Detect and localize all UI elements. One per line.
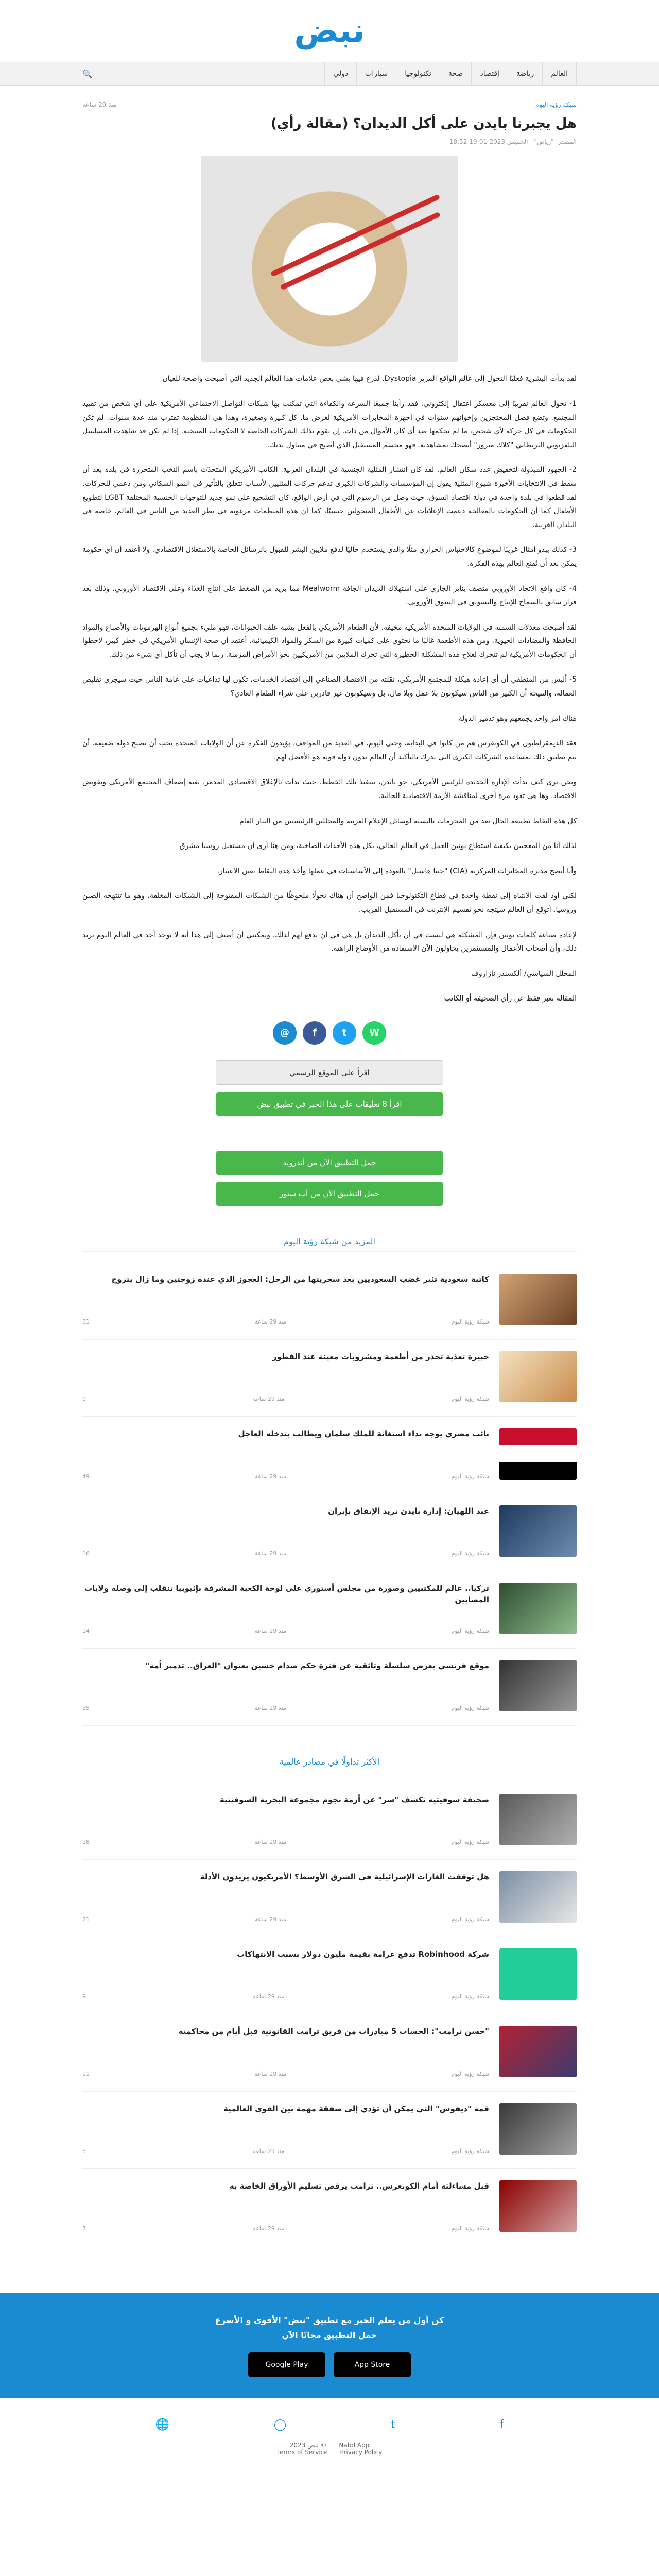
news-meta — [82, 1396, 489, 1402]
news-title[interactable]: قمة "ديفوس" التي يمكن أن تؤدي إلى صفقة مهمة بين القوى العالمية — [223, 2104, 489, 2113]
nabd-logo[interactable]: نبض — [294, 12, 365, 50]
google-play-button[interactable]: Google Play — [248, 2352, 325, 2377]
news-time: منذ 29 ساعة — [254, 2070, 286, 2077]
news-meta — [82, 2148, 489, 2155]
news-item[interactable] — [82, 2014, 577, 2092]
news-source: شبكة رؤية اليوم — [451, 1993, 489, 2000]
footer-social — [0, 2398, 659, 2442]
more-section-title: الأكثر تداولًا في مصادر عالمية — [82, 1757, 577, 1772]
facebook-icon[interactable]: f — [303, 1021, 326, 1045]
app-promo-banner — [0, 2293, 659, 2398]
news-source: شبكة رؤية اليوم — [451, 1550, 489, 1557]
news-thumbnail — [499, 1948, 577, 2000]
news-text — [82, 1583, 489, 1634]
privacy-link[interactable]: Privacy Policy — [340, 2448, 383, 2456]
main-nav — [0, 62, 659, 86]
news-title[interactable]: تركيا.. عالم للمكتبيين وصورة من مجلس أستوري على لوحة الكعبة المشرفة بإثيوبيا تنقلب إلى وصلة ولايات المصابين — [84, 1583, 489, 1605]
news-thumbnail — [499, 1583, 577, 1634]
article-paragraph: لإعادة صياغة كلمات بوتين فإن المشكلة هي ليست في أن تأكل الديدان بل هي في أن تدفع لهم لذلك، ويمكنني أن أضيف إلى هذا أنه لا يوجد أحد في العالم اليوم يريد ذلك، وأن أصحاب الأعمال والمستثمرين يحاولون الآن الاستفادة من الأوضاع الراهنة. — [82, 930, 577, 953]
news-time: منذ 29 ساعة — [254, 1838, 286, 1845]
news-item[interactable] — [82, 2169, 577, 2246]
article-paragraph: لقد أصبحت معدلات السمنة في الولايات المتحدة الأمريكية مخيفة، لأن الطعام الأمريكي بالفعل يشبه علف الحيوانات، فهو مليء بجميع أنواع الهرمونات والأصباغ والمواد الحافظة والمضادات الحيوية. ومن هذه الأطعمة غالبًا ما تحتوي على كميات كبيرة من السكر والمواد الكيميائية. أعتقد أن صحة الإنسان الأمريكي في خطر كبير، لاحظوا أن الحكومات الأمريكية لم تتحرك لعلاج هذه المشكلة الخطيرة التي تحرك الملايين من الأمريكيين نحو الأمراض المزمنة. ربما لا يجب أن نأكل أي شيء من ذلك. — [82, 623, 577, 659]
news-meta — [82, 2071, 489, 2077]
news-source: شبكة رؤية اليوم — [451, 1472, 489, 1480]
news-thumbnail — [499, 1428, 577, 1480]
news-title[interactable]: صحيفة سوفيتية تكشف "سر" عن أزمة نجوم مجموعة البحرية السوفيتية — [219, 1794, 489, 1804]
visit-site-button[interactable]: اقرأ على الموقع الرسمي — [216, 1060, 443, 1085]
news-meta — [82, 1550, 489, 1557]
news-comments: 21 — [82, 1916, 90, 1923]
search-icon[interactable]: 🔍 — [82, 69, 93, 79]
news-item[interactable] — [82, 1783, 577, 1860]
article-paragraph: لذلك أنا من المعجبين بكيفية استطاع بوتين العمل في العالم الحالي، بكل هذه الأحداث الصاخبة، ومن هنا أرى أن مستقبل روسيا مشرق — [179, 842, 577, 851]
news-text — [82, 1274, 489, 1325]
news-time: منذ 29 ساعة — [253, 1395, 285, 1402]
article-paragraph: لقد بدأت البشرية فعليًا التحول إلى عالم الواقع المرير Dystopia. لذرع فيها يشي بعض علامات هذا العالم الجديد التي أصبحت واضحة للعيان — [162, 375, 577, 383]
news-text — [82, 1660, 489, 1711]
news-source: شبكة رؤية اليوم — [451, 2225, 489, 2232]
news-comments: 0 — [82, 1395, 86, 1402]
share-bar — [82, 1021, 577, 1045]
news-title[interactable]: "حسن ترامب": الحساب 5 مبادرات من فريق ترامب القانونية قبل أيام من محاكمته — [178, 2026, 489, 2036]
article-title: هل يجبرنا بايدن على أكل الديدان؟ (مقالة رأي) — [270, 116, 577, 131]
globe-icon[interactable]: 🌐 — [155, 2418, 169, 2431]
news-time: منذ 29 ساعة — [254, 1318, 286, 1325]
news-comments: 16 — [82, 1550, 90, 1557]
news-thumbnail — [499, 1660, 577, 1711]
nav-item-world[interactable]: العالم — [542, 62, 577, 85]
news-item[interactable] — [82, 1417, 577, 1494]
news-thumbnail — [499, 1505, 577, 1557]
news-item[interactable] — [82, 2092, 577, 2169]
news-meta — [82, 1993, 489, 2000]
news-time: منذ 29 ساعة — [253, 2147, 285, 2155]
news-time: منذ 29 ساعة — [253, 1993, 285, 2000]
article-time: منذ 29 ساعة — [82, 101, 117, 108]
download-android-button[interactable]: حمل التطبيق الآن من أندرويد — [216, 1151, 443, 1175]
news-title[interactable]: شركة Robinhood تدفع غرامة بقيمة مليون دولار بسبب الانتهاكات — [237, 1949, 489, 1959]
news-source: شبكة رؤية اليوم — [451, 1627, 489, 1634]
news-title[interactable]: موقع فرنسي يعرض سلسلة وثائقية عن فترة حكم صدام حسين بعنوان "العراق.. تدمير أمة" — [145, 1660, 489, 1670]
news-source: شبكة رؤية اليوم — [451, 1838, 489, 1845]
chopstick — [280, 212, 441, 291]
nav-item-health[interactable]: صحة — [440, 62, 471, 85]
email-icon[interactable]: @ — [273, 1021, 297, 1045]
promo-line-1: كن أول من يعلم الخبر مع تطبيق "نبض" الأقوى و الأسرع — [215, 2315, 444, 2325]
news-title[interactable]: عبد اللهيان: إدارة بايدن تريد الإتفاق بإيران — [328, 1506, 489, 1516]
news-text — [82, 1948, 489, 2000]
news-item[interactable] — [82, 1494, 577, 1571]
news-meta — [82, 1839, 489, 1845]
article-paragraph: وأنا أنصح مديرة المخابرات المركزية (CIA) "جينا هاسبل" بالعودة إلى الأساسيات في عملها وأخذ هذه النقاط بعين الاعتبار. — [217, 867, 577, 875]
article-paragraph: لكني أود لفت الانتباه إلى نقطة واحدة في قطاع التكنولوجيا فمن الواضح أن هناك تحولًا ملحوظًا من الشبكات المفتوحة إلى الشبكات المغلقة، وهو ما تنتهجه الصين وروسيا. أتوقع أن العالم سيتجه نحو تقسيم الإنترنت في المستقبل القريب. — [82, 892, 577, 914]
promo-line-2: حمل التطبيق مجانًا الآن — [282, 2330, 377, 2340]
news-time: منذ 29 ساعة — [253, 2225, 285, 2232]
news-text — [82, 1351, 489, 1402]
nav-item-economy[interactable]: إقتصاد — [471, 62, 507, 85]
news-time: منذ 29 ساعة — [254, 1472, 286, 1480]
news-item[interactable] — [82, 1649, 577, 1726]
news-comments: 5 — [82, 2147, 86, 2155]
news-thumbnail — [499, 2180, 577, 2232]
article-paragraph: كل هذه النقاط بطبيعة الحال تعد من المحرمات بالنسبة لوسائل الإعلام الغربية والمحللين الرئيسيين من التيار العام — [239, 817, 577, 825]
terms-link[interactable]: Terms of Service — [276, 2448, 328, 2456]
news-thumbnail — [499, 1351, 577, 1402]
news-title[interactable]: كاتبة سعودية تثير غضب السعوديين بعد سخريتها من الرجل: العجوز الذي عنده زوجتين وما زال يتزوج — [111, 1274, 489, 1284]
nav-item-sports[interactable]: رياضة — [508, 62, 542, 85]
news-item[interactable] — [82, 1340, 577, 1417]
footer-links — [0, 2442, 659, 2477]
news-item[interactable] — [82, 1937, 577, 2014]
article-paragraph: ونحن نرى كيف بدأت الإدارة الجديدة للرئيس الأمريكي، جو بايدن، بتنفيذ تلك الخطط. حيث بدأت بالإغلاق الاقتصادي المدمر، بغية إضعاف المجتمع الأمريكي وتقويض الاقتصاد. وها هي تعود مرة أخرى لمناقشة الأزمة الاقتصادية الحالية. — [82, 778, 577, 801]
article-paragraph: فقد الديمقراطيون في الكونغرس هم من كانوا في البداية، وحتى اليوم، في العديد من المواقف، يؤيدون الفكرة عن أن الولايات المتحدة يجب أن تصبح دولة ضعيفة. أن يتم تطبيق ذلك بمساعدة الشركات الكبرى التي تدرك بالتأكيد أن العالم بدون دولة قوية هو الأفضل لهم. — [82, 739, 577, 761]
related-section-title: المزيد من شبكة رؤية اليوم — [82, 1236, 577, 1252]
news-time: منذ 29 ساعة — [254, 1704, 286, 1711]
chopstick — [270, 194, 440, 277]
article-meta — [82, 101, 577, 108]
news-comments: 49 — [82, 1472, 90, 1480]
whatsapp-icon[interactable]: W — [362, 1021, 386, 1045]
article-hero-image — [201, 156, 458, 362]
download-ios-button[interactable]: حمل التطبيق الآن من آب ستور — [216, 1182, 443, 1206]
nav-item-tech[interactable]: تكنولوجيا — [396, 62, 440, 85]
copyright-text: © نبض 2023 — [289, 2441, 327, 2449]
news-text — [82, 2180, 489, 2232]
facebook-icon[interactable]: f — [499, 2418, 504, 2431]
news-meta — [82, 1628, 489, 1634]
news-text — [82, 2103, 489, 2155]
news-comments: 31 — [82, 1318, 90, 1325]
news-meta — [82, 1473, 489, 1480]
news-comments: 9 — [82, 1993, 86, 2000]
logo-bar — [0, 0, 659, 62]
article-paragraph: المقالة تعبر فقط عن رأي الصحيفة أو الكاتب — [444, 994, 577, 1003]
news-time: منذ 29 ساعة — [254, 1916, 286, 1923]
news-title[interactable]: قبل مساءلته أمام الكونغرس.. ترامب يرفض تسليم الأوراق الخاصة به — [229, 2181, 489, 2191]
nabd-app-link[interactable]: Nabd App — [339, 2441, 370, 2449]
twitter-icon[interactable]: t — [391, 2418, 395, 2431]
news-text — [82, 1871, 489, 1923]
news-item[interactable] — [82, 1571, 577, 1649]
nav-item-international[interactable]: دولي — [324, 62, 356, 85]
twitter-icon[interactable]: t — [333, 1021, 356, 1045]
nav-item-cars[interactable]: سيارات — [356, 62, 396, 85]
article-paragraph: 4- كان واقع الاتحاد الأوروبي متصف يناير الجاري على استهلاك الديدان الجافة Mealworm مما يزيد من الضغط على إنتاج الغذاء وعلى الاقتصاد الأوروبي. وذلك بعد قرار سابق بالسماح للإنتاج والتسويق في السوق الأوروبي. — [82, 584, 577, 607]
news-source: شبكة رؤية اليوم — [451, 1395, 489, 1402]
news-title[interactable]: نائب مصري يوجه نداء استغاثة للملك سلمان ويطالب بتدخله العاجل — [238, 1429, 489, 1438]
news-text — [82, 1428, 489, 1480]
app-store-button[interactable]: App Store — [334, 2352, 411, 2377]
news-text — [82, 1794, 489, 1845]
article-paragraph: 3- كذلك يبدو أمثال غريبًا لموضوع كالاحتباس الحراري مثلًا والذي يستخدم حاليًا لدفع ملايين البشر للقبول بالرسائل الخاصة بالاستغلال الاقتصادي. ولا أعتقد أن أي حكومة يمكن بعد أن تُقنع العالم بهذه الفكرة. — [82, 546, 577, 568]
news-meta — [82, 1916, 489, 1923]
news-time: منذ 29 ساعة — [254, 1627, 286, 1634]
news-item[interactable] — [82, 1860, 577, 1937]
news-source: شبكة رؤية اليوم — [451, 2147, 489, 2155]
article-paragraph: 2- الجهود المبذولة لتخفيض عدد سكان العالم. لقد كان انتشار المثلية الجنسية في البلدان الغربية. الكاتب الأمريكي المتحدّث باسم النخب المتحررة في بلده بعد أن سقط في الانتخابات الأخيرة شيوع المثلية يقول إن المؤسسات والشركات الكبرى تدعم حركات المثليين لأسباب تتعلق بالتأثير في النمو السكاني ومن دعمي للحركات. لقد قطعوا في بلدة واحدة في دولة اقتصاد السوق، حيث وصل من الرسوم التي في أرض الواقع، كان التشجيع على نمو جديد للتوجهات الجنسية المختلفة LGBT لتطويع الأطفال كما أن الحكومات بالمعالجة دعمت الإعلانات عن الأطفال المتحولين جنسيًا، كما أن هذه المنظمات مرغوبة في نظر العديد من الناس في العالم، خاصة في البلدان الغربية. — [82, 466, 577, 529]
article-paragraph: المحلل السياسي/ ألكسندر نازاروف — [471, 969, 577, 978]
news-text — [82, 2026, 489, 2077]
news-thumbnail — [499, 2026, 577, 2077]
news-thumbnail — [499, 1794, 577, 1845]
article — [82, 86, 577, 2262]
news-comments: 7 — [82, 2225, 86, 2232]
instagram-icon[interactable]: ◯ — [273, 2418, 287, 2431]
article-paragraph: 1- تحول العالم تقريبًا إلى معسكر اعتقال إلكتروني. فقد رأينا جميعًا السرعة والكفاءة التي تمكنت بها شبكات التواصل الاجتماعي الأمريكية على أي شخص من تقييد المجتمع. وتضع فضل المحتجزين وإخوانهم سنوات في أجهزة المخابرات الأمريكية لغرض ما. كل كبيرة وصغيرة، وهذا هي المنظومة تقترب منذ عدة سنوات. لم تكن الحكومات في كل حركة لأي شخص، ما لم تحكمها ضد أي كان الأموال من ذات. إن يقوم بذلك الشركات الخاصة لا الحكومات المنتخبة. إذا لم تكن قد شاهدت المسلسل التلفزيوني البريطاني "كلاك ميرور" أنصحك بمشاهدته. فهو مجسم المستقبل الذي أصبح في متناول يديك. — [82, 399, 577, 449]
news-title[interactable]: هل توقفت الغارات الإسرائيلية في الشرق الأوسط؟ الأمريكيون يريدون الأدلة — [200, 1872, 489, 1882]
news-source: شبكة رؤية اليوم — [451, 1704, 489, 1711]
news-source: شبكة رؤية اليوم — [451, 1916, 489, 1923]
comments-button[interactable]: اقرأ 8 تعليقات على هذا الخبر في تطبيق نبض — [216, 1092, 443, 1116]
news-meta — [82, 2225, 489, 2232]
article-byline: المصدر: "رياض" - الخميس 2023-01-19 18:52 — [449, 138, 577, 146]
news-text — [82, 1505, 489, 1557]
news-time: منذ 29 ساعة — [254, 1550, 286, 1557]
news-meta — [82, 1318, 489, 1325]
article-paragraph: هناك أمر واحد يجمعهم وهو تدمير الدولة — [458, 714, 577, 723]
news-thumbnail — [499, 2103, 577, 2155]
news-thumbnail — [499, 1871, 577, 1923]
news-title[interactable]: خبيرة تغذية تحذر من أطعمة ومشروبات معينة عند الفطور — [272, 1351, 489, 1361]
news-meta — [82, 1705, 489, 1711]
news-comments: 55 — [82, 1704, 90, 1711]
article-source[interactable]: شبكة رؤية اليوم — [535, 101, 577, 108]
news-comments: 14 — [82, 1627, 90, 1634]
news-source: شبكة رؤية اليوم — [451, 1318, 489, 1325]
news-item[interactable] — [82, 1262, 577, 1340]
news-comments: 18 — [82, 1838, 90, 1845]
article-paragraph: 5- أليس من المنطقي أن أي إعادة هيكلة للمجتمع الأمريكي، نقلته من الاقتصاد الصناعي إلى اقتصاد الخدمات، تكون لها تداعيات على عامة الناس حيث سيجري تقليص العمالة، والنتيجة أن الكثير من الناس سيكونون بلا عمل وبلا مال، بل وسيكونون غير قادرين على شراء الطعام العادي؟ — [82, 675, 577, 698]
news-comments: 11 — [82, 2070, 90, 2077]
news-source: شبكة رؤية اليوم — [451, 2070, 489, 2077]
news-thumbnail — [499, 1274, 577, 1325]
store-buttons — [0, 2352, 659, 2377]
